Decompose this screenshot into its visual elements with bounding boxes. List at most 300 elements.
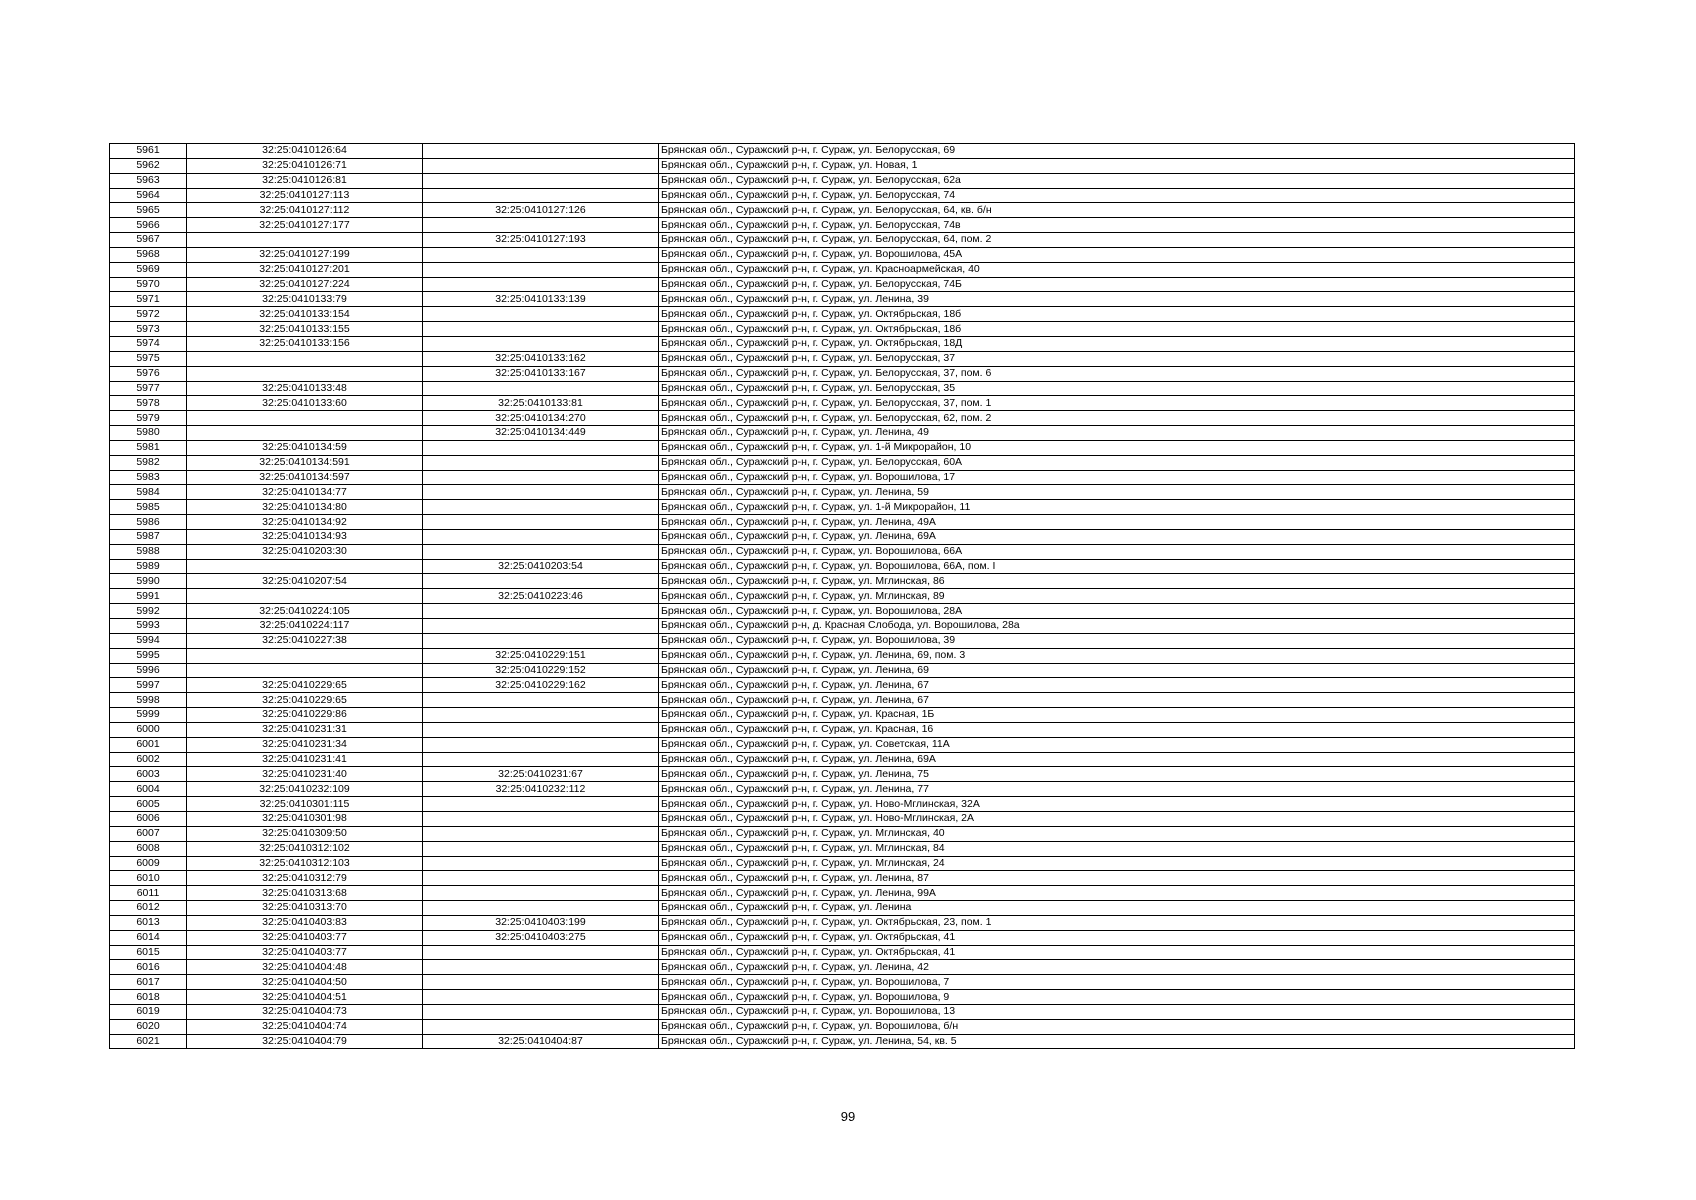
cadastral-number-cell: 32:25:0410229:86 [187,708,423,723]
address-cell: Брянская обл., Суражский р-н, г. Сураж, ул. Октябрьская, 18б [659,322,1575,337]
address-cell: Брянская обл., Суражский р-н, г. Сураж, ул. Ворошилова, б/н [659,1019,1575,1034]
address-cell: Брянская обл., Суражский р-н, г. Сураж, ул. Октябрьская, 23, пом. 1 [659,915,1575,930]
table-row [110,990,1575,1005]
table-row [110,975,1575,990]
table-row [110,663,1575,678]
cadastral-number-cell: 32:25:0410203:30 [187,544,423,559]
table-row [110,247,1575,262]
page-number: 99 [840,1109,856,1124]
cadastral-number-cell: 32:25:0410127:177 [187,218,423,233]
row-number-cell: 6003 [110,767,187,782]
cadastral-number-cell: 32:25:0410404:79 [187,1034,423,1049]
parent-cadastral-number-cell [423,307,659,322]
row-number-cell: 5989 [110,559,187,574]
table-row [110,233,1575,248]
row-number-cell: 6017 [110,975,187,990]
parent-cadastral-number-cell: 32:25:0410223:46 [423,589,659,604]
row-number-cell: 5963 [110,173,187,188]
row-number-cell: 5980 [110,426,187,441]
cadastral-number-cell: 32:25:0410134:92 [187,515,423,530]
cadastral-number-cell: 32:25:0410127:201 [187,262,423,277]
row-number-cell: 5964 [110,188,187,203]
cadastral-number-cell: 32:25:0410229:65 [187,678,423,693]
cadastral-number-cell: 32:25:0410313:68 [187,886,423,901]
row-number-cell: 6013 [110,915,187,930]
table-row [110,767,1575,782]
row-number-cell: 5974 [110,336,187,351]
address-cell: Брянская обл., Суражский р-н, г. Сураж, ул. Ворошилова, 66А [659,544,1575,559]
address-cell: Брянская обл., Суражский р-н, г. Сураж, ул. Мглинская, 84 [659,841,1575,856]
parent-cadastral-number-cell: 32:25:0410229:162 [423,678,659,693]
table-row [110,960,1575,975]
table-row [110,722,1575,737]
row-number-cell: 5981 [110,440,187,455]
address-cell: Брянская обл., Суражский р-н, г. Сураж, ул. Ленина, 75 [659,767,1575,782]
address-cell: Брянская обл., Суражский р-н, г. Сураж, ул. 1-й Микрорайон, 10 [659,440,1575,455]
parent-cadastral-number-cell [423,633,659,648]
row-number-cell: 5995 [110,648,187,663]
cadastral-number-cell [187,648,423,663]
table-row [110,336,1575,351]
row-number-cell: 5992 [110,604,187,619]
row-number-cell: 5996 [110,663,187,678]
address-cell: Брянская обл., Суражский р-н, г. Сураж, ул. 1-й Микрорайон, 11 [659,500,1575,515]
table-row [110,901,1575,916]
address-cell: Брянская обл., Суражский р-н, г. Сураж, ул. Ворошилова, 7 [659,975,1575,990]
parent-cadastral-number-cell [423,381,659,396]
cadastral-number-cell: 32:25:0410224:105 [187,604,423,619]
parent-cadastral-number-cell [423,1019,659,1034]
row-number-cell: 6014 [110,930,187,945]
row-number-cell: 5991 [110,589,187,604]
table-row [110,529,1575,544]
cadastral-number-cell: 32:25:0410133:156 [187,336,423,351]
parent-cadastral-number-cell [423,336,659,351]
row-number-cell: 5987 [110,529,187,544]
row-number-cell: 5985 [110,500,187,515]
address-cell: Брянская обл., Суражский р-н, г. Сураж, ул. Мглинская, 24 [659,856,1575,871]
table-row [110,485,1575,500]
row-number-cell: 5999 [110,708,187,723]
parent-cadastral-number-cell [423,945,659,960]
address-cell: Брянская обл., Суражский р-н, г. Сураж, ул. Ленина, 59 [659,485,1575,500]
address-cell: Брянская обл., Суражский р-н, г. Сураж, ул. Ворошилова, 28А [659,604,1575,619]
parent-cadastral-number-cell: 32:25:0410403:275 [423,930,659,945]
table-row [110,158,1575,173]
table-row [110,307,1575,322]
cadastral-number-cell: 32:25:0410301:98 [187,811,423,826]
address-cell: Брянская обл., Суражский р-н, г. Сураж, ул. Красная, 16 [659,722,1575,737]
address-cell: Брянская обл., Суражский р-н, г. Сураж, ул. Белорусская, 64, кв. б/н [659,203,1575,218]
table-row [110,322,1575,337]
parent-cadastral-number-cell [423,500,659,515]
row-number-cell: 6006 [110,811,187,826]
table-row [110,678,1575,693]
parent-cadastral-number-cell [423,990,659,1005]
address-cell: Брянская обл., Суражский р-н, г. Сураж, ул. Ленина, 69А [659,752,1575,767]
row-number-cell: 5979 [110,411,187,426]
cadastral-number-cell: 32:25:0410126:71 [187,158,423,173]
cadastral-number-cell: 32:25:0410126:64 [187,144,423,159]
row-number-cell: 5977 [110,381,187,396]
table-row [110,440,1575,455]
row-number-cell: 5968 [110,247,187,262]
address-cell: Брянская обл., Суражский р-н, г. Сураж, ул. Ленина, 42 [659,960,1575,975]
cadastral-number-cell: 32:25:0410133:60 [187,396,423,411]
cadastral-number-cell [187,559,423,574]
table-row [110,188,1575,203]
cadastral-number-cell [187,233,423,248]
cadastral-number-cell: 32:25:0410403:77 [187,945,423,960]
address-cell: Брянская обл., Суражский р-н, г. Сураж, ул. Ворошилова, 45А [659,247,1575,262]
table-row [110,277,1575,292]
parent-cadastral-number-cell [423,173,659,188]
address-cell: Брянская обл., Суражский р-н, г. Сураж, ул. Белорусская, 62, пом. 2 [659,411,1575,426]
parent-cadastral-number-cell [423,158,659,173]
row-number-cell: 6002 [110,752,187,767]
address-cell: Брянская обл., Суражский р-н, г. Сураж, ул. Ленина, 99А [659,886,1575,901]
parent-cadastral-number-cell [423,841,659,856]
table-row [110,366,1575,381]
row-number-cell: 6007 [110,826,187,841]
address-cell: Брянская обл., Суражский р-н, г. Сураж, ул. Ново-Мглинская, 2А [659,811,1575,826]
address-cell: Брянская обл., Суражский р-н, г. Сураж, ул. Белорусская, 60А [659,455,1575,470]
table-row [110,648,1575,663]
cadastral-number-cell: 32:25:0410404:48 [187,960,423,975]
row-number-cell: 6020 [110,1019,187,1034]
table-row [110,708,1575,723]
parent-cadastral-number-cell: 32:25:0410232:112 [423,782,659,797]
row-number-cell: 5983 [110,470,187,485]
property-registry-table [109,143,1575,1049]
cadastral-number-cell: 32:25:0410127:199 [187,247,423,262]
parent-cadastral-number-cell [423,440,659,455]
cadastral-number-cell: 32:25:0410207:54 [187,574,423,589]
table-row [110,574,1575,589]
cadastral-number-cell: 32:25:0410313:70 [187,901,423,916]
parent-cadastral-number-cell [423,322,659,337]
parent-cadastral-number-cell [423,455,659,470]
cadastral-number-cell: 32:25:0410126:81 [187,173,423,188]
cadastral-number-cell: 32:25:0410134:77 [187,485,423,500]
table-row [110,604,1575,619]
cadastral-number-cell: 32:25:0410229:65 [187,693,423,708]
parent-cadastral-number-cell: 32:25:0410127:126 [423,203,659,218]
cadastral-number-cell: 32:25:0410133:79 [187,292,423,307]
address-cell: Брянская обл., Суражский р-н, г. Сураж, ул. Мглинская, 89 [659,589,1575,604]
cadastral-number-cell: 32:25:0410133:155 [187,322,423,337]
parent-cadastral-number-cell [423,856,659,871]
cadastral-number-cell: 32:25:0410227:38 [187,633,423,648]
table-row [110,871,1575,886]
cadastral-number-cell: 32:25:0410301:115 [187,797,423,812]
address-cell: Брянская обл., Суражский р-н, г. Сураж, ул. Белорусская, 64, пом. 2 [659,233,1575,248]
table-row [110,811,1575,826]
table-row [110,262,1575,277]
parent-cadastral-number-cell [423,470,659,485]
address-cell: Брянская обл., Суражский р-н, г. Сураж, ул. Белорусская, 37, пом. 1 [659,396,1575,411]
table-row [110,752,1575,767]
cadastral-number-cell: 32:25:0410231:41 [187,752,423,767]
address-cell: Брянская обл., Суражский р-н, г. Сураж, ул. Октябрьская, 41 [659,945,1575,960]
parent-cadastral-number-cell: 32:25:0410403:199 [423,915,659,930]
parent-cadastral-number-cell [423,574,659,589]
address-cell: Брянская обл., Суражский р-н, г. Сураж, ул. Советская, 11А [659,737,1575,752]
cadastral-number-cell: 32:25:0410134:59 [187,440,423,455]
address-cell: Брянская обл., Суражский р-н, г. Сураж, ул. Белорусская, 69 [659,144,1575,159]
table-row [110,1019,1575,1034]
address-cell: Брянская обл., Суражский р-н, г. Сураж, ул. Ленина, 49А [659,515,1575,530]
table-row [110,455,1575,470]
address-cell: Брянская обл., Суражский р-н, г. Сураж, ул. Ворошилова, 39 [659,633,1575,648]
address-cell: Брянская обл., Суражский р-н, г. Сураж, ул. Ворошилова, 17 [659,470,1575,485]
table-row [110,144,1575,159]
table-row [110,886,1575,901]
cadastral-number-cell: 32:25:0410127:113 [187,188,423,203]
row-number-cell: 6008 [110,841,187,856]
row-number-cell: 5990 [110,574,187,589]
cadastral-number-cell: 32:25:0410312:103 [187,856,423,871]
cadastral-number-cell: 32:25:0410312:102 [187,841,423,856]
row-number-cell: 5969 [110,262,187,277]
parent-cadastral-number-cell [423,960,659,975]
table-row [110,470,1575,485]
parent-cadastral-number-cell [423,277,659,292]
table-row [110,500,1575,515]
cadastral-number-cell: 32:25:0410312:79 [187,871,423,886]
cadastral-number-cell: 32:25:0410404:73 [187,1004,423,1019]
row-number-cell: 6011 [110,886,187,901]
table-row [110,1034,1575,1049]
row-number-cell: 5984 [110,485,187,500]
row-number-cell: 6016 [110,960,187,975]
row-number-cell: 5988 [110,544,187,559]
row-number-cell: 6004 [110,782,187,797]
row-number-cell: 5973 [110,322,187,337]
table-row [110,351,1575,366]
row-number-cell: 5975 [110,351,187,366]
row-number-cell: 5994 [110,633,187,648]
table-row [110,411,1575,426]
cadastral-number-cell: 32:25:0410127:224 [187,277,423,292]
address-cell: Брянская обл., Суражский р-н, г. Сураж, ул. Ленина, 54, кв. 5 [659,1034,1575,1049]
cadastral-number-cell [187,411,423,426]
cadastral-number-cell: 32:25:0410403:83 [187,915,423,930]
table-row [110,515,1575,530]
address-cell: Брянская обл., Суражский р-н, г. Сураж, ул. Ворошилова, 13 [659,1004,1575,1019]
parent-cadastral-number-cell [423,708,659,723]
address-cell: Брянская обл., Суражский р-н, г. Сураж, ул. Ленина, 69А [659,529,1575,544]
row-number-cell: 5965 [110,203,187,218]
address-cell: Брянская обл., Суражский р-н, г. Сураж, ул. Ново-Мглинская, 32А [659,797,1575,812]
parent-cadastral-number-cell: 32:25:0410133:81 [423,396,659,411]
table-row [110,782,1575,797]
parent-cadastral-number-cell [423,975,659,990]
address-cell: Брянская обл., Суражский р-н, г. Сураж, ул. Ленина, 67 [659,693,1575,708]
cadastral-number-cell [187,426,423,441]
parent-cadastral-number-cell [423,811,659,826]
cadastral-number-cell: 32:25:0410133:48 [187,381,423,396]
address-cell: Брянская обл., Суражский р-н, г. Сураж, ул. Ворошилова, 9 [659,990,1575,1005]
address-cell: Брянская обл., Суражский р-н, г. Сураж, ул. Белорусская, 37 [659,351,1575,366]
parent-cadastral-number-cell: 32:25:0410134:270 [423,411,659,426]
table-row [110,633,1575,648]
parent-cadastral-number-cell: 32:25:0410127:193 [423,233,659,248]
address-cell: Брянская обл., Суражский р-н, г. Сураж, ул. Белорусская, 74 [659,188,1575,203]
address-cell: Брянская обл., Суражский р-н, г. Сураж, ул. Октябрьская, 18б [659,307,1575,322]
row-number-cell: 5961 [110,144,187,159]
cadastral-number-cell: 32:25:0410134:597 [187,470,423,485]
address-cell: Брянская обл., Суражский р-н, г. Сураж, ул. Октябрьская, 41 [659,930,1575,945]
address-cell: Брянская обл., Суражский р-н, г. Сураж, ул. Ленина, 77 [659,782,1575,797]
table-row [110,544,1575,559]
row-number-cell: 5966 [110,218,187,233]
parent-cadastral-number-cell [423,693,659,708]
cadastral-number-cell: 32:25:0410309:50 [187,826,423,841]
registry-table-body [110,144,1575,1049]
cadastral-number-cell: 32:25:0410127:112 [187,203,423,218]
address-cell: Брянская обл., Суражский р-н, г. Сураж, ул. Белорусская, 74в [659,218,1575,233]
cadastral-number-cell: 32:25:0410404:50 [187,975,423,990]
row-number-cell: 6021 [110,1034,187,1049]
parent-cadastral-number-cell [423,515,659,530]
cadastral-number-cell: 32:25:0410231:34 [187,737,423,752]
address-cell: Брянская обл., Суражский р-н, г. Сураж, ул. Белорусская, 62а [659,173,1575,188]
row-number-cell: 6019 [110,1004,187,1019]
address-cell: Брянская обл., Суражский р-н, г. Сураж, ул. Мглинская, 86 [659,574,1575,589]
parent-cadastral-number-cell: 32:25:0410133:162 [423,351,659,366]
parent-cadastral-number-cell [423,144,659,159]
cadastral-number-cell: 32:25:0410403:77 [187,930,423,945]
parent-cadastral-number-cell: 32:25:0410134:449 [423,426,659,441]
parent-cadastral-number-cell [423,262,659,277]
table-row [110,559,1575,574]
parent-cadastral-number-cell [423,544,659,559]
parent-cadastral-number-cell [423,1004,659,1019]
address-cell: Брянская обл., Суражский р-н, г. Сураж, ул. Белорусская, 35 [659,381,1575,396]
row-number-cell: 5971 [110,292,187,307]
row-number-cell: 5982 [110,455,187,470]
parent-cadastral-number-cell [423,722,659,737]
row-number-cell: 6009 [110,856,187,871]
parent-cadastral-number-cell: 32:25:0410203:54 [423,559,659,574]
table-row [110,396,1575,411]
address-cell: Брянская обл., Суражский р-н, г. Сураж, ул. Ленина, 67 [659,678,1575,693]
address-cell: Брянская обл., Суражский р-н, г. Сураж, ул. Красноармейская, 40 [659,262,1575,277]
parent-cadastral-number-cell [423,529,659,544]
row-number-cell: 6015 [110,945,187,960]
cadastral-number-cell [187,351,423,366]
cadastral-number-cell: 32:25:0410404:51 [187,990,423,1005]
cadastral-number-cell [187,663,423,678]
cadastral-number-cell: 32:25:0410134:80 [187,500,423,515]
parent-cadastral-number-cell [423,826,659,841]
table-row [110,737,1575,752]
table-row [110,841,1575,856]
parent-cadastral-number-cell [423,797,659,812]
address-cell: Брянская обл., Суражский р-н, г. Сураж, ул. Мглинская, 40 [659,826,1575,841]
parent-cadastral-number-cell [423,886,659,901]
address-cell: Брянская обл., Суражский р-н, г. Сураж, ул. Ворошилова, 66А, пом. I [659,559,1575,574]
cadastral-number-cell: 32:25:0410133:154 [187,307,423,322]
table-row [110,426,1575,441]
row-number-cell: 6010 [110,871,187,886]
address-cell: Брянская обл., Суражский р-н, г. Сураж, ул. Ленина, 69 [659,663,1575,678]
row-number-cell: 5967 [110,233,187,248]
row-number-cell: 6000 [110,722,187,737]
table-row [110,915,1575,930]
table-row [110,292,1575,307]
parent-cadastral-number-cell [423,619,659,634]
cadastral-number-cell: 32:25:0410231:31 [187,722,423,737]
row-number-cell: 6005 [110,797,187,812]
cadastral-number-cell [187,366,423,381]
table-row [110,173,1575,188]
row-number-cell: 5986 [110,515,187,530]
cadastral-number-cell: 32:25:0410224:117 [187,619,423,634]
parent-cadastral-number-cell: 32:25:0410229:151 [423,648,659,663]
parent-cadastral-number-cell [423,188,659,203]
table-row [110,1004,1575,1019]
row-number-cell: 5998 [110,693,187,708]
parent-cadastral-number-cell [423,871,659,886]
cadastral-number-cell: 32:25:0410134:591 [187,455,423,470]
address-cell: Брянская обл., Суражский р-н, д. Красная Слобода, ул. Ворошилова, 28а [659,619,1575,634]
table-row [110,826,1575,841]
address-cell: Брянская обл., Суражский р-н, г. Сураж, ул. Ленина [659,901,1575,916]
address-cell: Брянская обл., Суражский р-н, г. Сураж, ул. Белорусская, 37, пом. 6 [659,366,1575,381]
cadastral-number-cell: 32:25:0410134:93 [187,529,423,544]
parent-cadastral-number-cell [423,247,659,262]
row-number-cell: 5978 [110,396,187,411]
address-cell: Брянская обл., Суражский р-н, г. Сураж, ул. Белорусская, 74Б [659,277,1575,292]
table-row [110,856,1575,871]
table-row [110,693,1575,708]
row-number-cell: 5976 [110,366,187,381]
table-row [110,619,1575,634]
address-cell: Брянская обл., Суражский р-н, г. Сураж, ул. Ленина, 49 [659,426,1575,441]
row-number-cell: 6012 [110,901,187,916]
table-row [110,218,1575,233]
parent-cadastral-number-cell [423,752,659,767]
parent-cadastral-number-cell [423,604,659,619]
address-cell: Брянская обл., Суражский р-н, г. Сураж, ул. Ленина, 69, пом. 3 [659,648,1575,663]
parent-cadastral-number-cell: 32:25:0410229:152 [423,663,659,678]
address-cell: Брянская обл., Суражский р-н, г. Сураж, ул. Октябрьская, 18Д [659,336,1575,351]
row-number-cell: 5962 [110,158,187,173]
row-number-cell: 5993 [110,619,187,634]
parent-cadastral-number-cell: 32:25:0410231:67 [423,767,659,782]
cadastral-number-cell: 32:25:0410231:40 [187,767,423,782]
cadastral-number-cell: 32:25:0410232:109 [187,782,423,797]
table-row [110,930,1575,945]
table-row [110,203,1575,218]
parent-cadastral-number-cell [423,218,659,233]
table-row [110,381,1575,396]
table-row [110,797,1575,812]
cadastral-number-cell: 32:25:0410404:74 [187,1019,423,1034]
row-number-cell: 5970 [110,277,187,292]
cadastral-number-cell [187,589,423,604]
parent-cadastral-number-cell [423,485,659,500]
parent-cadastral-number-cell [423,737,659,752]
row-number-cell: 5997 [110,678,187,693]
row-number-cell: 6001 [110,737,187,752]
address-cell: Брянская обл., Суражский р-н, г. Сураж, ул. Красная, 1Б [659,708,1575,723]
parent-cadastral-number-cell [423,901,659,916]
table-row [110,945,1575,960]
address-cell: Брянская обл., Суражский р-н, г. Сураж, ул. Ленина, 39 [659,292,1575,307]
